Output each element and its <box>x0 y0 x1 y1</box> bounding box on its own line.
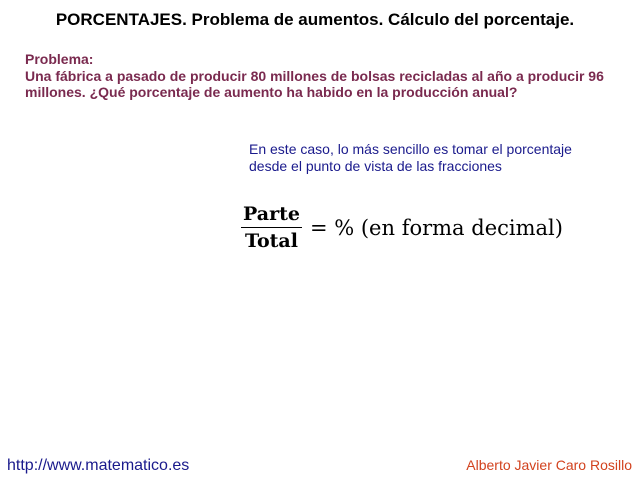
author-name: Alberto Javier Caro Rosillo <box>466 457 632 473</box>
formula-numerator: Parte <box>241 203 302 228</box>
problem-line-1: Una fábrica a pasado de producir 80 millones de bolsas recicladas al año a producir 96 <box>25 67 604 84</box>
formula-fraction <box>241 203 302 252</box>
page-title: PORCENTAJES. Problema de aumentos. Cálculo del porcentaje. <box>55 10 575 29</box>
formula-rhs: = % (en forma decimal) <box>309 215 563 240</box>
percentage-formula <box>241 203 563 252</box>
problem-statement <box>25 51 635 101</box>
formula-denominator: Total <box>245 230 298 252</box>
explanation-note <box>249 141 572 174</box>
note-line-2: desde el punto de vista de las fracciones <box>249 157 502 174</box>
problem-heading: Problema: <box>25 51 94 67</box>
website-link[interactable]: http://www.matematico.es <box>7 457 190 474</box>
problem-line-2: millones. ¿Qué porcentaje de aumento ha habido en la producción anual? <box>25 84 518 100</box>
note-line-1: En este caso, lo más sencillo es tomar el porcentaje <box>249 141 572 157</box>
